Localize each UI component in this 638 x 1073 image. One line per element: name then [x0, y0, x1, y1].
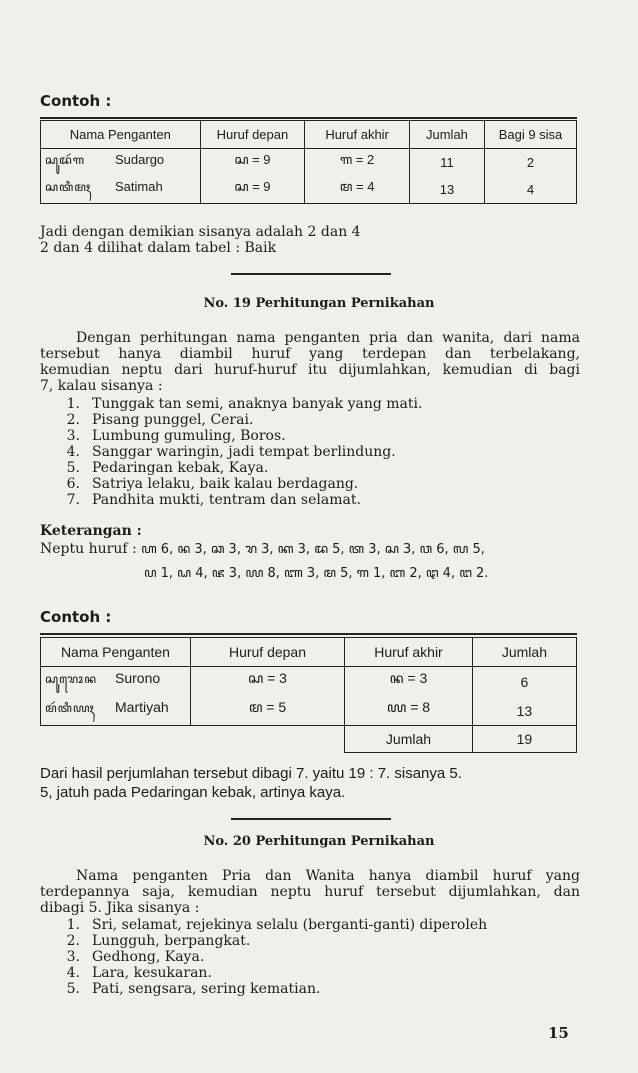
table1-depan-cell: ꦱ = 9	[200, 176, 305, 204]
table2-name-cell	[41, 696, 191, 726]
list-item	[56, 933, 487, 949]
section-19-intro	[40, 330, 580, 394]
table2-depan-cell	[190, 667, 344, 697]
javanese-letter: ꦪ	[386, 699, 407, 715]
list-item	[56, 965, 487, 981]
list-item	[56, 949, 487, 965]
javanese-letter: ꦩ	[248, 699, 263, 715]
list-number: 3.	[66, 428, 80, 444]
conclusion-2-line: Dari hasil perjumlahan tersebut dibagi 7. yaitu 19 : 7. sisanya 5.	[40, 765, 462, 782]
list-text: Lumbung gumuling, Boros.	[92, 428, 286, 444]
table1-akhir-cell: ꦩ = 4	[305, 176, 410, 204]
list-text: Satriya lelaku, baik kalau berdagang.	[92, 476, 359, 492]
section-20-intro	[40, 868, 580, 916]
list-text: Gedhong, Kaya.	[92, 949, 205, 965]
list-number: 5.	[66, 460, 80, 476]
list-item	[56, 981, 487, 997]
keterangan-label: Keterangan :	[40, 523, 142, 539]
javanese-name: ꦱꦠꦶꦩꦃ	[45, 179, 92, 194]
list-number: 2.	[66, 412, 80, 428]
table1-sisa-cell: 4	[484, 176, 576, 204]
list-text: Lungguh, berpangkat.	[92, 933, 251, 949]
table2-jumlah-cell: 13	[472, 696, 576, 726]
table2-total-value: 19	[472, 726, 576, 753]
list-text: Pati, sengsara, sering kematian.	[92, 981, 321, 997]
neptu-value: = 3	[407, 670, 428, 686]
list-text: Pandhita mukti, tentram dan selamat.	[92, 492, 361, 508]
example-label-1: Contoh :	[40, 92, 112, 110]
neptu-value: = 8	[410, 699, 431, 715]
section-divider	[231, 273, 391, 275]
conclusion-2	[40, 764, 462, 802]
list-item	[56, 428, 422, 444]
list-text: Lara, kesukaran.	[92, 965, 212, 981]
latin-name: Satimah	[115, 178, 163, 194]
example-label-2: Contoh :	[40, 608, 112, 626]
list-number: 4.	[66, 965, 80, 981]
intro-line: terdepannya saja, kemudian neptu huruf tersebut dijumlahkan, dan	[40, 884, 580, 900]
table-row	[41, 696, 577, 726]
intro-line: dibagi 5. Jika sisanya :	[40, 900, 200, 916]
intro-line: Nama penganten Pria dan Wanita hanya diambil huruf yang	[76, 868, 580, 884]
javanese-letter: ꦤ	[389, 670, 404, 686]
section-divider	[231, 818, 391, 820]
neptu-values-1: ꦲ 6, ꦤ 3, ꦕ 3, ꦫ 3, ꦏ 3, ꦢ 5, ꦠ 3, ꦱ 3, ꦮ 6, ꦭ 5,	[141, 542, 485, 557]
section-20-list	[56, 917, 487, 997]
section-20-heading: No. 20 Perhitungan Pernikahan	[203, 834, 435, 849]
table1-header-nama: Nama Penganten	[41, 121, 201, 149]
intro-line: 7, kalau sisanya :	[40, 378, 163, 394]
latin-name: Martiyah	[115, 698, 169, 715]
list-number: 4.	[66, 444, 80, 460]
list-text: Pedaringan kebak, Kaya.	[92, 460, 269, 476]
intro-line: tersebut hanya diambil huruf yang terdepan dan terbelakang,	[40, 346, 580, 362]
table2-depan-cell	[190, 696, 344, 726]
section-19-list	[56, 396, 422, 508]
table2-header-jumlah: Jumlah	[472, 638, 576, 667]
table2-header-akhir: Huruf akhir	[345, 638, 473, 667]
example-table-1	[40, 120, 577, 204]
table-row	[41, 149, 577, 177]
table1-header-akhir: Huruf akhir	[305, 121, 410, 149]
list-item	[56, 444, 422, 460]
table-row	[41, 176, 577, 204]
javanese-name: ꦩꦂꦠꦶꦪꦃ	[45, 700, 95, 715]
page-number: 15	[548, 1024, 569, 1042]
table2-empty-cell	[190, 726, 344, 753]
list-item	[56, 492, 422, 508]
intro-line: kemudian neptu dari huruf-huruf itu dijumlahkan, kemudian di bagi	[40, 362, 580, 378]
table2-header-depan: Huruf depan	[190, 638, 344, 667]
table1-name-cell	[41, 149, 201, 177]
table2-name-cell	[41, 667, 191, 697]
list-text: Sri, selamat, rejekinya selalu (berganti-ganti) diperoleh	[92, 917, 488, 933]
table1-jumlah-cell: 11	[409, 149, 484, 177]
javanese-letter: ꦱ	[247, 670, 264, 686]
neptu-value: = 3	[267, 670, 287, 686]
table2-total-label: Jumlah	[345, 726, 473, 753]
table2-akhir-cell	[345, 696, 473, 726]
conclusion-1-line: Jadi dengan demikian sisanya adalah 2 dan 4	[40, 224, 361, 240]
table2-total-row	[41, 726, 577, 753]
table1-header-row	[41, 121, 577, 149]
table1-header-depan: Huruf depan	[200, 121, 305, 149]
javanese-name: ꦱꦸꦫꦺꦴꦤ	[45, 671, 97, 686]
list-number: 1.	[66, 396, 80, 412]
neptu-line-1	[40, 541, 485, 558]
list-item	[56, 412, 422, 428]
table1-name-cell	[41, 176, 201, 204]
table2-akhir-cell	[345, 667, 473, 697]
list-item	[56, 396, 422, 412]
table2-jumlah-cell: 6	[472, 667, 576, 697]
list-number: 1.	[66, 917, 80, 933]
list-text: Sanggar waringin, jadi tempat berlindung.	[92, 444, 396, 460]
table2-header-nama: Nama Penganten	[41, 638, 191, 667]
conclusion-1	[40, 224, 361, 256]
table2-empty-cell	[41, 726, 191, 753]
list-number: 5.	[66, 981, 80, 997]
list-item	[56, 460, 422, 476]
table1-sisa-cell: 2	[484, 149, 576, 177]
latin-name: Surono	[115, 669, 161, 686]
neptu-label: Neptu huruf :	[40, 541, 137, 557]
list-text: Pisang punggel, Cerai.	[92, 412, 254, 428]
list-number: 2.	[66, 933, 80, 949]
table1-akhir-cell: ꦒ = 2	[305, 149, 410, 177]
list-item	[56, 476, 422, 492]
table1-header-sisa: Bagi 9 sisa	[484, 121, 576, 149]
neptu-value: = 5	[266, 699, 287, 715]
table1-depan-cell: ꦱ = 9	[200, 149, 305, 177]
list-text: Tunggak tan semi, anaknya banyak yang mati.	[92, 396, 423, 412]
list-number: 7.	[66, 492, 80, 508]
neptu-values-2: ꦥ 1, ꦝ 4, ꦗ 3, ꦪ 8, ꦚ 3, ꦩ 5, ꦒ 1, ꦧ 2, ꦛ 4, ꦔ 2.	[144, 566, 489, 581]
javanese-name: ꦱꦸꦢꦂꦒ	[45, 152, 86, 167]
list-number: 3.	[66, 949, 80, 965]
conclusion-1-line: 2 dan 4 dilihat dalam tabel : Baik	[40, 240, 277, 256]
table2-header-row	[41, 638, 577, 667]
table1-header-jumlah: Jumlah	[409, 121, 484, 149]
intro-line: Dengan perhitungan nama penganten pria dan wanita, dari nama	[76, 330, 580, 346]
table1-top-rule	[40, 117, 577, 119]
list-item	[56, 917, 487, 933]
table-row	[41, 667, 577, 697]
table1-jumlah-cell: 13	[409, 176, 484, 204]
latin-name: Sudargo	[115, 151, 165, 167]
example-table-2	[40, 637, 577, 753]
conclusion-2-line: 5, jatuh pada Pedaringan kebak, artinya kaya.	[40, 784, 346, 801]
table2-top-rule	[40, 633, 577, 635]
list-number: 6.	[66, 476, 80, 492]
section-19-heading: No. 19 Perhitungan Pernikahan	[203, 296, 435, 311]
